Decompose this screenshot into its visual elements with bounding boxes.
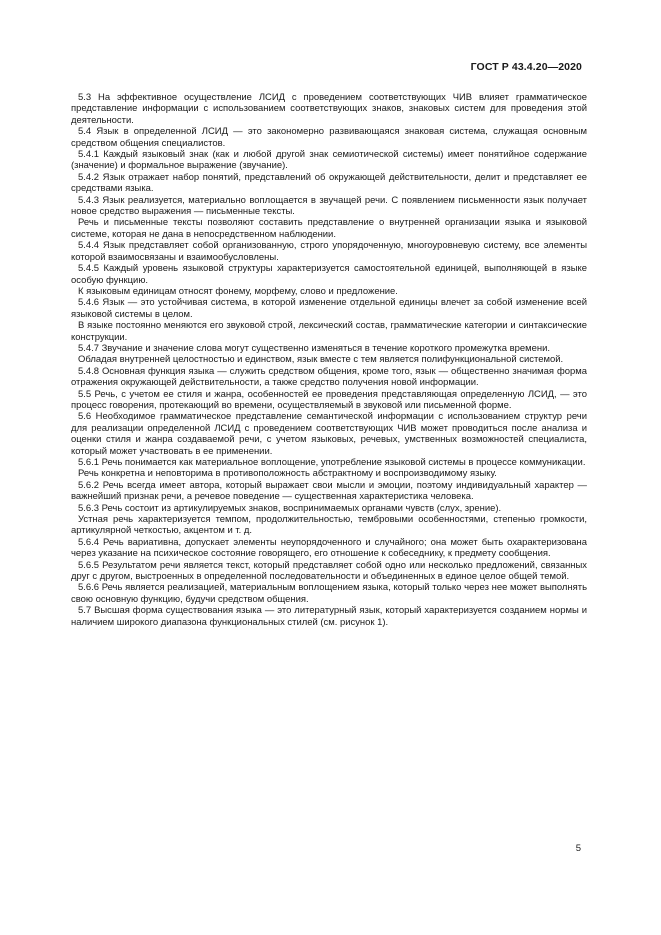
paragraph: Устная речь характеризуется темпом, продолжительностью, тембровыми особенностями, степенью громкости, артикулярной четкостью, акцентом и т. д. <box>71 514 587 537</box>
paragraph: 5.4 Язык в определенной ЛСИД — это закономерно развивающаяся знаковая система, служащая основным средством общения специалистов. <box>71 126 587 149</box>
paragraph: 5.5 Речь, с учетом ее стиля и жанра, особенностей ее проведения представляющая определенную ЛСИД, — это процесс говорения, протекающий во времени, осуществляемый в звуковой или письменной форме. <box>71 388 587 411</box>
paragraph: 5.6.6 Речь является реализацией, материальным воплощением языка, который только через нее может выполнять свою основную функцию, будучи средством общения. <box>71 582 587 605</box>
paragraph: 5.4.7 Звучание и значение слова могут существенно изменяться в течение короткого промежутка времени. <box>78 342 550 354</box>
page-number: 5 <box>575 843 581 854</box>
paragraph: Речь конкретна и неповторима в противоположность абстрактному и воспроизводимому языку. <box>78 468 497 480</box>
paragraph: 5.3 На эффективное осуществление ЛСИД с проведением соответствующих ЧИВ влияет грамматическое представление информации с использованием соответствующих знаков, знаковых систем для проведения этой деятельности. <box>71 92 587 126</box>
paragraph: 5.4.6 Язык — это устойчивая система, в которой изменение отдельной единицы влечет за собой изменение всей языковой системы в целом. <box>71 297 587 320</box>
paragraph: 5.4.2 Язык отражает набор понятий, представлений об окружающей действительности, делит и представляет ее средствами языка. <box>71 171 587 195</box>
paragraph: В языке постоянно меняются его звуковой строй, лексический состав, грамматические категории и синтаксические конструкции. <box>71 320 587 343</box>
paragraph: 5.6.4 Речь вариативна, допускает элементы неупорядоченного и случайного; она может быть охарактеризована через указание на психическое состояние говорящего, его отношение к собеседнику, к предмету сообщения. <box>71 536 587 560</box>
paragraph: 5.4.8 Основная функция языка — служить средством общения, кроме того, язык — общественно значимая форма отражения окружающей действительности, а также средство получения новой информации. <box>71 365 587 389</box>
paragraph: 5.4.3 Язык реализуется, материально воплощается в звучащей речи. С появлением письменности язык получает новое средство выражения — письменные тексты. <box>71 194 587 218</box>
paragraph: 5.6.1 Речь понимается как материальное воплощение, употребление языковой системы в процессе коммуникации. <box>78 457 586 468</box>
body-text <box>71 92 587 628</box>
paragraph: 5.7 Высшая форма существования языка — это литературный язык, который характеризуется созданием нормы и наличием широкого диапазона функциональных стилей (см. рисунок 1). <box>71 605 587 628</box>
paragraph: 5.6.3 Речь состоит из артикулируемых знаков, воспринимаемых органами чувств (слух, зрение). <box>78 502 502 514</box>
paragraph: Речь и письменные тексты позволяют составить представление о внутренней организации языка и языковой системе, которая не дана в непосредственном наблюдении. <box>71 217 587 240</box>
paragraph: Обладая внутренней целостностью и единством, язык вместе с тем является полифункциональной системой. <box>78 354 564 366</box>
paragraph: 5.6.2 Речь всегда имеет автора, который выражает свои мысли и эмоции, поэтому индивидуальный характер — важнейший признак речи, а речевое поведение — существенная характеристика человека. <box>71 479 587 503</box>
paragraph: 5.6 Необходимое грамматическое представление семантической информации с использованием структур речи для реализации определенной ЛСИД с проведением соответствующих ЧИВ может проводиться после анализа и оценки стиля и жанра создаваемой речи, с учетом языковых, речевых, умственных возможностей специалиста, который может участвовать в ее применении. <box>71 411 587 457</box>
paragraph: 5.4.5 Каждый уровень языковой структуры характеризуется самостоятельной единицей, выполняющей в языке особую функцию. <box>71 263 587 286</box>
paragraph: 5.6.5 Результатом речи является текст, который представляет собой одно или несколько предложений, связанных друг с другом, выстроенных в определенной последовательности и объединенных в единое целое общей темой. <box>71 559 587 583</box>
paragraph: 5.4.1 Каждый языковый знак (как и любой другой знак семиотической системы) имеет понятийное содержание (значение) и формальное выражение (звучание). <box>71 149 587 172</box>
document-header: ГОСТ Р 43.4.20—2020 <box>470 61 582 73</box>
paragraph: 5.4.4 Язык представляет собой организованную, строго упорядоченную, многоуровневую систему, все элементы которой взаимосвязаны и взаимообусловлены. <box>71 240 587 263</box>
paragraph: К языковым единицам относят фонему, морфему, слово и предложение. <box>78 285 398 297</box>
